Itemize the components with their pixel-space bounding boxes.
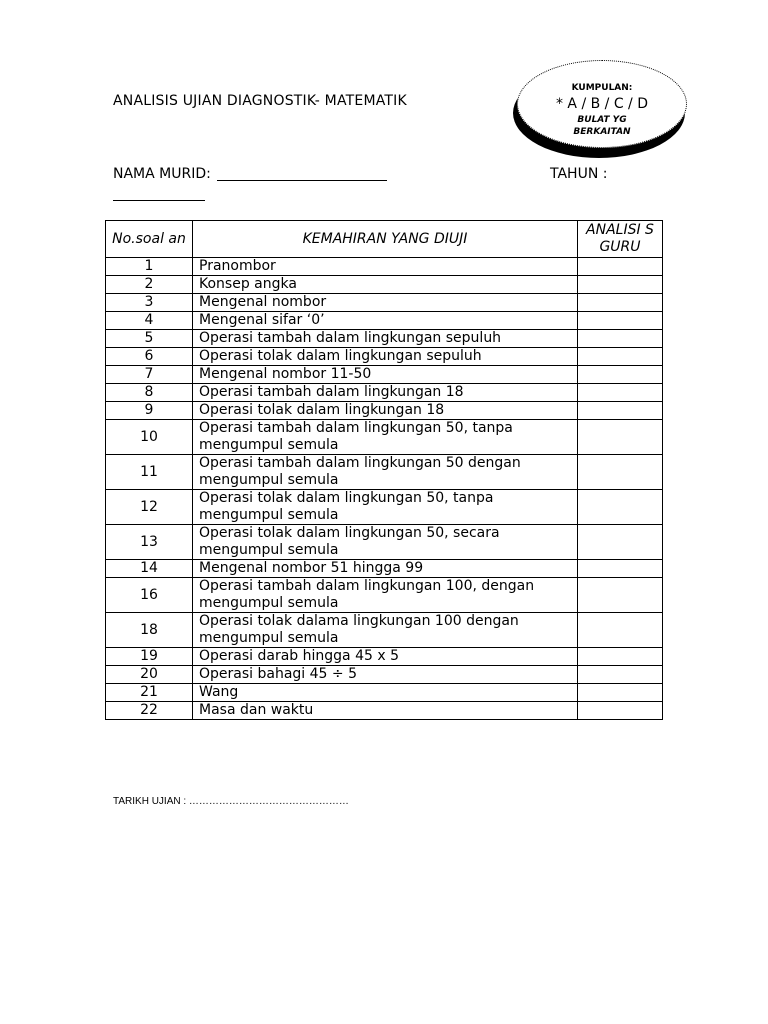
- teacher-analysis-cell[interactable]: [578, 525, 663, 560]
- skill-tested: Wang: [193, 684, 578, 702]
- teacher-analysis-cell[interactable]: [578, 666, 663, 684]
- question-number: 18: [106, 613, 193, 648]
- question-number: 20: [106, 666, 193, 684]
- year-blank[interactable]: [113, 200, 205, 201]
- table-row: [106, 684, 663, 702]
- skill-tested: Mengenal nombor 51 hingga 99: [193, 560, 578, 578]
- table-row: [106, 525, 663, 560]
- student-name-blank[interactable]: [217, 166, 387, 181]
- teacher-analysis-cell[interactable]: [578, 613, 663, 648]
- skill-tested: Operasi darab hingga 45 x 5: [193, 648, 578, 666]
- table-header-row: [106, 221, 663, 258]
- student-name-row: [113, 166, 387, 182]
- badge-oval: [517, 60, 687, 148]
- table-row: [106, 420, 663, 455]
- skill-tested: Konsep angka: [193, 276, 578, 294]
- question-number: 22: [106, 702, 193, 720]
- table-row: [106, 330, 663, 348]
- question-number: 12: [106, 490, 193, 525]
- question-number: 4: [106, 312, 193, 330]
- table-row: [106, 613, 663, 648]
- skill-tested: Pranombor: [193, 258, 578, 276]
- header-skill: KEMAHIRAN YANG DIUJI: [193, 221, 578, 258]
- question-number: 3: [106, 294, 193, 312]
- table-body: [106, 258, 663, 720]
- skill-tested: Operasi tolak dalam lingkungan 50, secara mengumpul semula: [193, 525, 578, 560]
- table-row: [106, 276, 663, 294]
- question-number: 5: [106, 330, 193, 348]
- badge-options: * A / B / C / D: [555, 96, 649, 112]
- table-row: [106, 648, 663, 666]
- student-name-label: NAMA MURID:: [113, 166, 211, 182]
- table-row: [106, 258, 663, 276]
- table-row: [106, 490, 663, 525]
- skill-tested: Operasi tolak dalama lingkungan 100 dengan mengumpul semula: [193, 613, 578, 648]
- teacher-analysis-cell[interactable]: [578, 490, 663, 525]
- skill-tested: Mengenal nombor 11-50: [193, 366, 578, 384]
- table-row: [106, 384, 663, 402]
- skill-tested: Masa dan waktu: [193, 702, 578, 720]
- skill-tested: Operasi tolak dalam lingkungan sepuluh: [193, 348, 578, 366]
- skill-tested: Operasi tambah dalam lingkungan 50, tanpa mengumpul semula: [193, 420, 578, 455]
- question-number: 1: [106, 258, 193, 276]
- question-number: 10: [106, 420, 193, 455]
- question-number: 21: [106, 684, 193, 702]
- skill-tested: Mengenal sifar ‘0’: [193, 312, 578, 330]
- test-date-label: TARIKH UJIAN : …………………………………………: [113, 796, 349, 807]
- teacher-analysis-cell[interactable]: [578, 648, 663, 666]
- table-row: [106, 312, 663, 330]
- document-title: ANALISIS UJIAN DIAGNOSTIK- MATEMATIK: [113, 93, 407, 109]
- teacher-analysis-cell[interactable]: [578, 684, 663, 702]
- table-row: [106, 578, 663, 613]
- teacher-analysis-cell[interactable]: [578, 402, 663, 420]
- teacher-analysis-cell[interactable]: [578, 366, 663, 384]
- table-row: [106, 560, 663, 578]
- question-number: 13: [106, 525, 193, 560]
- year-label: TAHUN :: [550, 166, 608, 182]
- badge-note-line1: BULAT YG: [577, 115, 627, 125]
- skill-tested: Operasi tambah dalam lingkungan sepuluh: [193, 330, 578, 348]
- teacher-analysis-cell[interactable]: [578, 348, 663, 366]
- question-number: 16: [106, 578, 193, 613]
- question-number: 6: [106, 348, 193, 366]
- teacher-analysis-cell[interactable]: [578, 420, 663, 455]
- question-number: 14: [106, 560, 193, 578]
- skill-tested: Mengenal nombor: [193, 294, 578, 312]
- question-number: 11: [106, 455, 193, 490]
- table-row: [106, 348, 663, 366]
- skill-tested: Operasi tambah dalam lingkungan 50 dengan mengumpul semula: [193, 455, 578, 490]
- teacher-analysis-cell[interactable]: [578, 578, 663, 613]
- header-guru: ANALISI S GURU: [578, 221, 663, 258]
- teacher-analysis-cell[interactable]: [578, 560, 663, 578]
- question-number: 8: [106, 384, 193, 402]
- skill-tested: Operasi bahagi 45 ÷ 5: [193, 666, 578, 684]
- table-row: [106, 455, 663, 490]
- table-row: [106, 294, 663, 312]
- skill-tested: Operasi tambah dalam lingkungan 18: [193, 384, 578, 402]
- teacher-analysis-cell[interactable]: [578, 455, 663, 490]
- question-number: 19: [106, 648, 193, 666]
- table-row: [106, 702, 663, 720]
- question-number: 9: [106, 402, 193, 420]
- table-row: [106, 666, 663, 684]
- question-number: 2: [106, 276, 193, 294]
- group-badge: [511, 58, 691, 160]
- badge-label: KUMPULAN:: [571, 83, 633, 93]
- skill-tested: Operasi tambah dalam lingkungan 100, dengan mengumpul semula: [193, 578, 578, 613]
- table-row: [106, 366, 663, 384]
- skill-tested: Operasi tolak dalam lingkungan 18: [193, 402, 578, 420]
- badge-note-line2: BERKAITAN: [573, 127, 631, 137]
- skill-tested: Operasi tolak dalam lingkungan 50, tanpa mengumpul semula: [193, 490, 578, 525]
- teacher-analysis-cell[interactable]: [578, 330, 663, 348]
- teacher-analysis-cell[interactable]: [578, 276, 663, 294]
- question-number: 7: [106, 366, 193, 384]
- table-row: [106, 402, 663, 420]
- teacher-analysis-cell[interactable]: [578, 384, 663, 402]
- teacher-analysis-cell[interactable]: [578, 294, 663, 312]
- teacher-analysis-cell[interactable]: [578, 702, 663, 720]
- skills-table: [105, 220, 663, 720]
- teacher-analysis-cell[interactable]: [578, 258, 663, 276]
- header-no: No.soal an: [106, 221, 193, 258]
- teacher-analysis-cell[interactable]: [578, 312, 663, 330]
